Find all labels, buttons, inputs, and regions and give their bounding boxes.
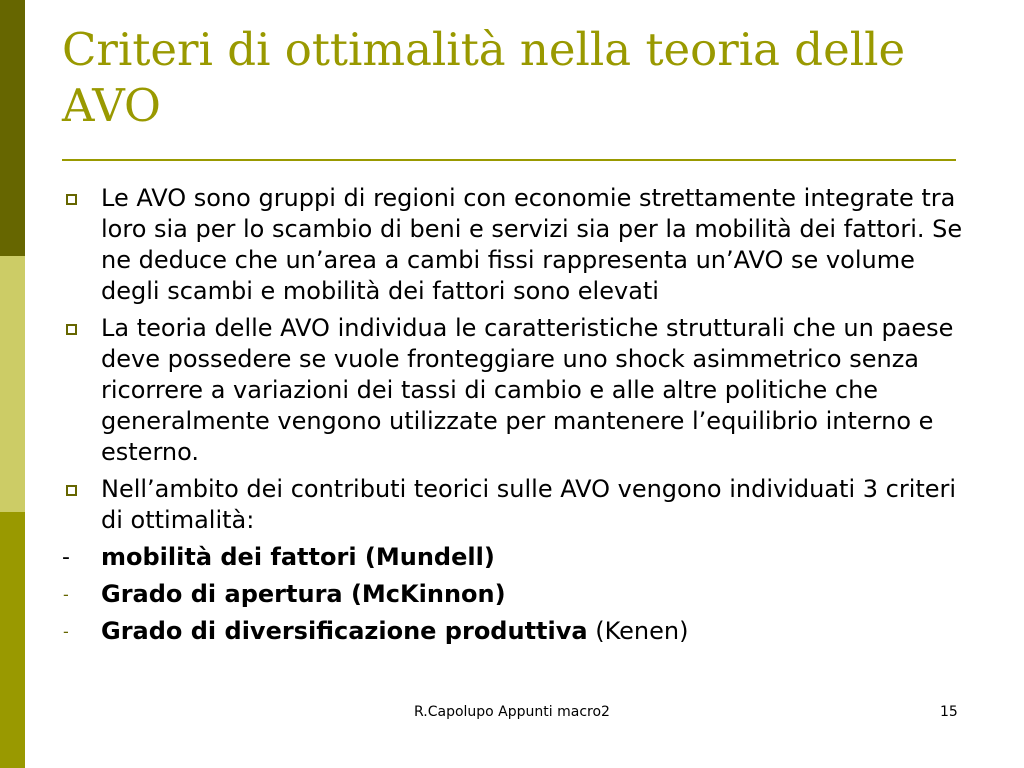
slide-body <box>60 183 970 647</box>
square-bullet-icon <box>66 324 77 335</box>
dash-marker: - <box>63 622 69 641</box>
side-bar-bottom <box>0 512 25 768</box>
bullet-text: La teoria delle AVO individua le caratteristiche strutturali che un paese deve possedere se vuole fronteggiare uno shock asimmetrico senza ricorrere a variazioni dei tassi di cambio e alle altre politiche che generalmente vengono utilizzate per mantenere l’equilibrio interno e esterno. <box>101 314 954 466</box>
bullet-text: Le AVO sono gruppi di regioni con economie strettamente integrate tra loro sia per lo scambio di beni e servizi sia per la mobilità dei fattori. Se ne deduce che un’area a cambi fissi rappresenta un’AVO se volume degli scambi e mobilità dei fattori sono elevati <box>101 184 963 305</box>
bullet-item <box>60 183 970 307</box>
criterion-label: Grado di apertura (McKinnon) <box>101 580 506 608</box>
criterion-label: Grado di diversificazione produttiva <box>101 617 588 645</box>
bullet-item <box>60 313 970 468</box>
side-bar-middle <box>0 256 25 512</box>
criterion-author: (Kenen) <box>587 617 689 645</box>
bullet-item <box>60 474 970 536</box>
title-divider <box>62 159 956 161</box>
criterion-label: mobilità dei fattori (Mundell) <box>101 543 495 571</box>
criterion-item <box>60 579 970 610</box>
dash-marker: - <box>62 545 70 570</box>
page-number: 15 <box>940 704 958 720</box>
square-bullet-icon <box>66 485 77 496</box>
bullet-text: Nell’ambito dei contributi teorici sulle AVO vengono individuati 3 criteri di ottimalità: <box>101 475 957 534</box>
square-bullet-icon <box>66 194 77 205</box>
side-bar-top <box>0 0 25 256</box>
slide-footer: R.Capolupo Appunti macro2 <box>414 704 610 720</box>
slide-title: Criteri di ottimalità nella teoria delle AVO <box>62 23 906 132</box>
criterion-item <box>60 616 970 647</box>
dash-marker: - <box>63 585 69 604</box>
criterion-item <box>60 542 970 573</box>
